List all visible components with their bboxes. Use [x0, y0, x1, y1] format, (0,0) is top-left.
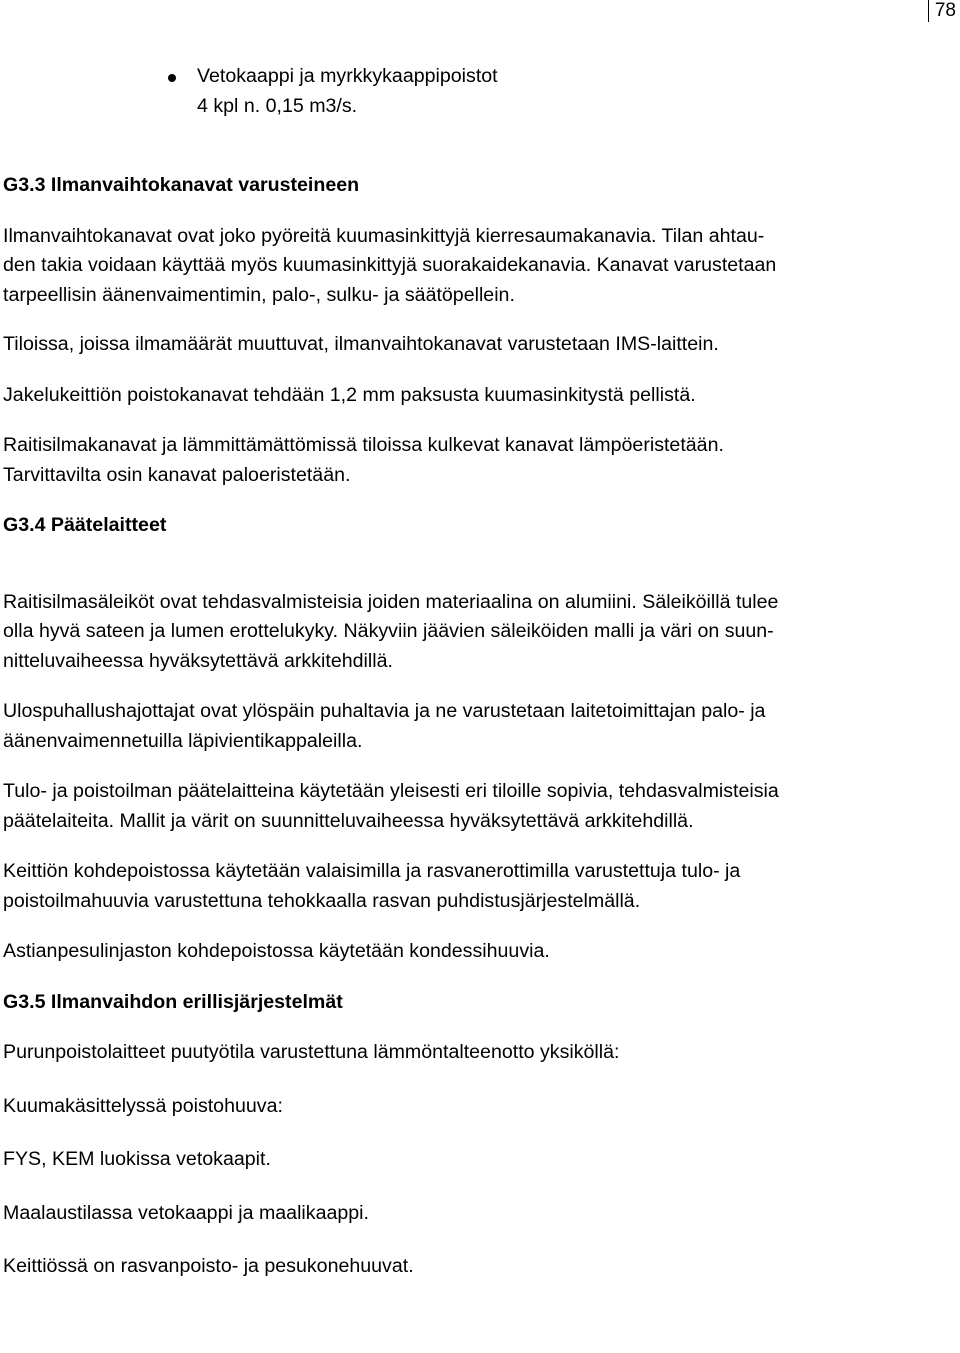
bullet-dot-icon: [168, 74, 176, 82]
text-line: olla hyvä sateen ja lumen erottelukyky. Näkyviin jäävien säleiköiden malli ja väri on suun-: [3, 620, 774, 642]
text-line: den takia voidaan käyttää myös kuumasinkittyjä suorakaidekanavia. Kanavat varustetaan: [3, 254, 777, 276]
text-line: Raitisilmakanavat ja lämmittämättömissä tiloissa kulkevat kanavat lämpöeristetään.: [3, 434, 724, 456]
page-number: 78: [928, 0, 956, 22]
text-line: Kuumakäsittelyssä poistohuuva:: [3, 1094, 283, 1117]
text-line: nitteluvaiheessa hyväksytettävä arkkitehdillä.: [3, 649, 393, 672]
paragraph: [3, 777, 948, 836]
paragraph: [3, 381, 948, 411]
text-line: Raitisilmasäleiköt ovat tehdasvalmisteisia joiden materiaalina on alumiini. Säleiköillä tulee: [3, 590, 779, 613]
text-line: Tarvittavilta osin kanavat paloeristetään.: [3, 463, 351, 486]
text-line: Keittiön kohdepoistossa käytetään valaisimilla ja rasvanerottimilla varustettuja tulo- ja: [3, 860, 741, 882]
bullet-line: Vetokaappi ja myrkkykaappipoistot: [197, 65, 498, 87]
paragraph: [3, 1199, 948, 1229]
bullet-line: 4 kpl n. 0,15 m3/s.: [197, 94, 358, 117]
paragraph: [3, 1252, 948, 1282]
text-line: poistoilmahuuvia varustettuna tehokkaalla rasvan puhdistusjärjestelmällä.: [3, 889, 641, 912]
paragraph: [3, 1038, 948, 1068]
paragraph: [3, 1145, 948, 1175]
paragraph: [3, 937, 948, 967]
text-line: Ilmanvaihtokanavat ovat joko pyöreitä kuumasinkittyjä kierresaumakanavia. Tilan ahtau-: [3, 224, 765, 247]
list-item: [3, 62, 948, 121]
text-line: FYS, KEM luokissa vetokaapit.: [3, 1148, 271, 1170]
paragraph: [3, 1092, 948, 1122]
paragraph: [3, 697, 948, 756]
text-line: Jakelukeittiön poistokanavat tehdään 1,2 mm paksusta kuumasinkitystä pellistä.: [3, 383, 696, 406]
paragraph: [3, 431, 948, 490]
text-line: Tiloissa, joissa ilmamäärät muuttuvat, ilmanvaihtokanavat varustetaan IMS-laittein.: [3, 333, 719, 355]
paragraph: [3, 222, 948, 311]
text-line: tarpeellisin äänenvaimentimin, palo-, sulku- ja säätöpellein.: [3, 283, 515, 306]
text-line: päätelaiteita. Mallit ja värit on suunnitteluvaiheessa hyväksytettävä arkkitehdillä.: [3, 809, 694, 832]
section-heading-g33: G3.3 Ilmanvaihtokanavat varusteineen: [3, 174, 360, 196]
section-heading-g34: G3.4 Päätelaitteet: [3, 514, 167, 536]
text-line: Maalaustilassa vetokaappi ja maalikaappi.: [3, 1201, 369, 1224]
document-body: [3, 62, 948, 1282]
bullet-list: [3, 62, 948, 121]
text-line: Ulospuhallushajottajat ovat ylöspäin puhaltavia ja ne varustetaan laitetoimittajan palo- ja: [3, 700, 766, 722]
paragraph: [3, 857, 948, 916]
text-line: Astianpesulinjaston kohdepoistossa käytetään kondessihuuvia.: [3, 940, 550, 962]
section-heading-g35: G3.5 Ilmanvaihdon erillisjärjestelmät: [3, 990, 343, 1013]
paragraph: [3, 330, 948, 360]
text-line: Purunpoistolaitteet puutyötila varustettuna lämmöntalteenotto yksiköllä:: [3, 1041, 620, 1063]
text-line: äänenvaimennetuilla läpivientikappaleilla.: [3, 729, 363, 752]
text-line: Keittiössä on rasvanpoisto- ja pesukonehuuvat.: [3, 1255, 414, 1277]
text-line: Tulo- ja poistoilman päätelaitteina käytetään yleisesti eri tiloille sopivia, tehdasvalmisteisia: [3, 780, 779, 802]
paragraph: [3, 588, 948, 677]
